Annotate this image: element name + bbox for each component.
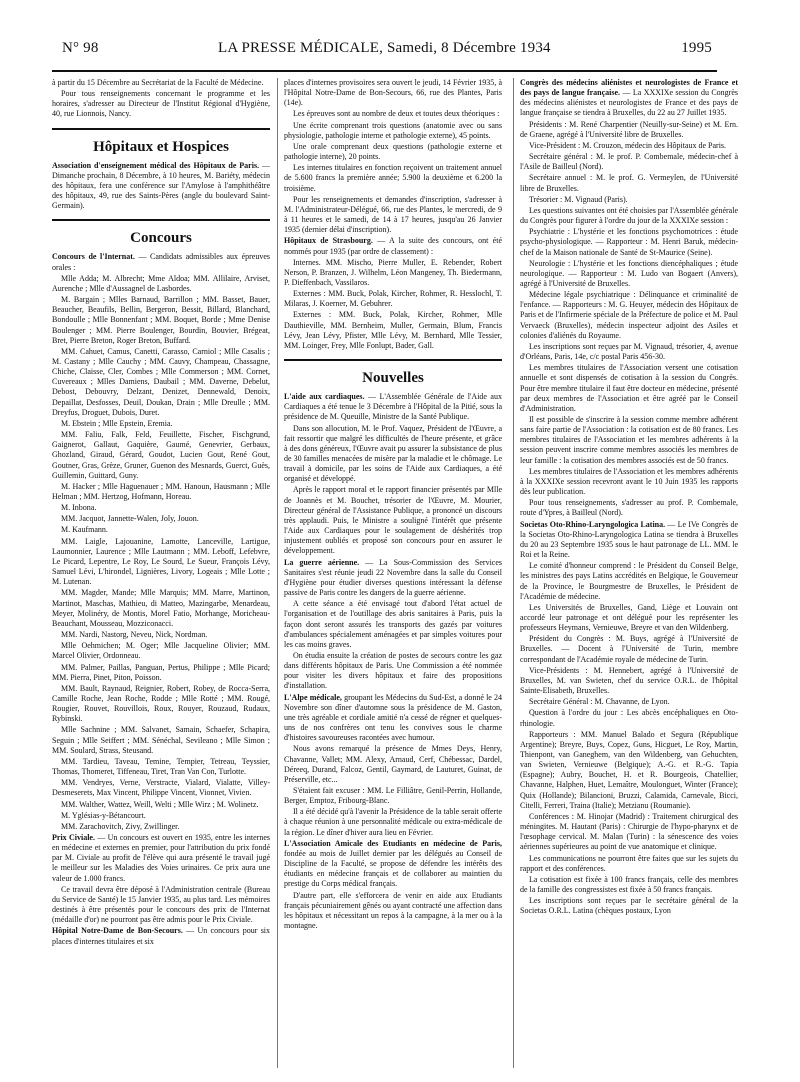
article-title: Hôpital Notre-Dame de Bon-Secours. bbox=[52, 926, 183, 936]
paragraph: Les inscriptions sont reçues par M. Vignaud, trésorier, 4, avenue d'Orléans, Paris, 14e, c/c postal Paris 456-30. bbox=[520, 341, 738, 362]
article-text: — A la suite des concours, ont été nommés pour 1935 (par ordre de classement) : bbox=[284, 236, 502, 256]
paragraph: à partir du 15 Décembre au Secrétariat de la Faculté de Médecine. bbox=[52, 78, 264, 87]
name-list: MM. Nardi, Nastorg, Neveu, Nick, Nordman. bbox=[61, 630, 208, 640]
name-list: MM. Bault, Raynaud, Reignier, Robert, Robey, de Rocca-Serra, Camille Roche, Jean Roche, Rodde ; Mlle Rotté ; MM. Rougé, Rougier, Rouvet, Rouvillois, Roux, Rouyer, Rouzaud, Rudaux, Rybinski. bbox=[52, 683, 270, 724]
article-text: — Le IVe Congrès de la Societas Oto-Rhino-Laryngologica Latina se tiendra à Bruxelles du 20 au 23 Septembre 1935 sous le haut patronage de LL. MM. le Roi et la Reine. bbox=[520, 519, 738, 560]
section-rule bbox=[52, 128, 270, 130]
paragraph: Vice-Présidents : M. Hennebert, agrégé à l'Université de Bruxelles, M. van Swieten, chef du service O.R.L. de l'hôpital Sainte-Elisabeth, Bruxelles. bbox=[520, 665, 738, 696]
paragraph: Psychiatrie : L'hystérie et les fonctions psychomotrices : étude psycho-physiologique. — Rapporteur : M. Henri Baruk, médecin-chef de la Maison nationale de Santé de St-Maurice (Seine). bbox=[520, 227, 738, 257]
paragraph: Pour tous renseignements, s'adresser au prof. P. Combemale, route d'Ypres, à Bailleul (Nord). bbox=[520, 498, 738, 518]
paragraph: A cette séance a été envisagé tout d'abord l'état actuel de l'organisation et de l'outillage des abris sanitaires à Paris, puis la façon dont seront assurés les transports des gazés par voitures d'ambulances spécialement aménagées et par simples voitures pour les cas moins graves. bbox=[284, 599, 502, 649]
column-1 bbox=[52, 78, 270, 1068]
article-title: Congrès des médecins aliénistes et neurologistes de France et des pays de langue française. bbox=[520, 78, 738, 98]
column-separator bbox=[277, 78, 278, 1068]
article-title: Prix Civiale. bbox=[52, 833, 95, 842]
paragraph: Les inscriptions sont reçues par le secrétaire général de la Societas O.R.L. Latina (chèques postaux, Lyon bbox=[520, 896, 738, 916]
paragraph: Les membres titulaires de l'Association et les membres adhérents à la XXXIXe session recevront avant le 10 Juin 1935 les rapports dès leur publication. bbox=[520, 466, 738, 497]
name-list: M. Yglésias-y-Bétancourt. bbox=[61, 810, 146, 820]
name-list: MM. Walther, Wattez, Weill, Welti ; Mlle Wirz ; M. Wolinetz. bbox=[61, 799, 259, 809]
section-heading-nouvelles: Nouvelles bbox=[362, 370, 424, 387]
article-notre-dame bbox=[52, 926, 270, 946]
paragraph: Les Universités de Bruxelles, Gand, Liège et Louvain ont accordé leur patronage et ont délégué pour les représenter les professeurs Heymans, Vernieuwe, Breyre et van den Wildenberg. bbox=[520, 602, 738, 633]
article-text: — Candidats admissibles aux épreuves orales : bbox=[52, 252, 270, 272]
name-list: Externes : MM. Buck, Polak, Kircher, Rohmer, R. Hesslochl, T. Milaras, J. Koerner, M. Gebuhrer. bbox=[284, 289, 502, 309]
name-list: MM. Magder, Mande; Mlle Marquis; MM. Marre, Martinon, Martinot, Maschas, Mathieu, di Matteo, Mazingarbe, Menardeau, Meyer, Molinéry, de Montis, Morel Fatio, Morhange, Moricheau-Beauchant, Mousseau, Mozziconacci. bbox=[52, 588, 270, 628]
article-title: La guerre aérienne. bbox=[284, 557, 360, 567]
article-text: — Dimanche prochain, 8 Décembre, à 10 heures, M. Bariéty, médecin des hôpitaux, fera une conférence sur l'Amylose à l'amphithéâtre des hôpitaux, 49, rue des Saints-Pères (angle du boulevard Saint-Germain). bbox=[52, 160, 270, 211]
name-list: MM. Faliu, Falk, Feld, Feuillette, Fischer, Fischgrund, Gaignerot, Gallaut, Gaquière, Gaumé, Genevrier, Gerbaux, Ghozland, Giraud, Gérard, Goudot, Lucien Gout, René Gout, Goutner, Gras, Grèze, Gruner, Guenon des Mesnards, Guerct, Guès, Guillemin, Guittard, Guny. bbox=[52, 430, 270, 480]
issue-number: N° 98 bbox=[62, 40, 99, 56]
name-list: MM. Cahuet, Camus, Canetti, Carasso, Carniol ; Mlle Casalis ; M. Castany ; Mlle Cauchy ; MM. Cauvy, Champeau, Chassagne, Chiche, Claisse, Cler, Combes ; Mlle Commerson ; MM. Cornet, Cuvereaux ; Mlles Damiens, Daubail ; MM. Daverne, Debelut, Debost, Debouvry, Delzant, Denizet, Dennewald, Denoix, Depaillat, Desfosses, Deuil, Doukan, Drain ; Mlle Dreulle ; MM. Dreyfus, Droguet, Dubois, Duret. bbox=[52, 346, 270, 417]
paragraph: Conférences : M. Hinojar (Madrid) : Traitement chirurgical des méningites. M. Hautant (Paris) : Chirurgie de l'hypo-pharynx et de l'œsophage cervical. M. Malan (Turin) : la sénescence des voies aériennes supérieures au point de vue anatomique et clinique. bbox=[520, 811, 738, 852]
paragraph: Présidents : M. René Charpentier (Neuilly-sur-Seine) et M. Ern. de Graene, agrégé à l'Université libre de Bruxelles. bbox=[520, 119, 738, 139]
section-heading-hopitaux: Hôpitaux et Hospices bbox=[93, 138, 229, 155]
name-list: Internes. MM. Mischo, Pierre Muller, E. Rebender, Robert Nerson, P. Branzen, J. Wilhelm, Léon Mangeney, Th. Biedermann, P. Dieffenbach, Vassilaros. bbox=[284, 257, 502, 287]
paragraph: Pour tous renseignements concernant le programme et les horaires, s'adresser au Directeur de l'Institut Régional d'Hygiène, 40, rue Lionnois, Nancy. bbox=[52, 89, 270, 119]
paragraph: Nous avons remarqué la présence de Mmes Deys, Henry, Chavanne, Vallet; MM. Alexy, Arnaud, Cerf, Chébessac, Dardel, Déreeq, Durand, Falcoz, Gentil, Gaymard, de Lauturet, Guinat, de Préserville, etc... bbox=[284, 744, 502, 784]
article-title: L'aide aux cardiaques. bbox=[284, 392, 365, 402]
paragraph: Trésorier : M. Vignaud (Paris). bbox=[529, 194, 628, 204]
paragraph: Les épreuves sont au nombre de deux et toutes deux théoriques : bbox=[293, 109, 500, 119]
article-congres-alienistes bbox=[520, 78, 738, 119]
page-number: 1995 bbox=[681, 40, 712, 56]
article-title: L'Association Amicale des Etudiants en médecine de Paris, bbox=[284, 838, 502, 848]
article-guerre-aerienne bbox=[284, 558, 502, 599]
article-text: fondée au mois de Juillet dernier par les délégués au Conseil de Discipline de la Faculté, se propose de défendre les intérêts des étudiants en médecine français et de collaborer au maintien du prestige du Corps médical français. bbox=[284, 848, 502, 889]
paragraph: Les questions suivantes ont été choisies par l'Assemblée générale du Congrès pour figurer à l'ordre du jour de la XXXIXe session : bbox=[520, 205, 738, 226]
paragraph: Médecine légale psychiatrique : Délinquance et criminalité de l'enfance. — Rapporteurs : M. G. Heuyer, médecin des Hôpitaux de Paris et de l'Infirmerie spéciale de la Préfecture de police et M. Paul Vervaeck (Bruxelles), médecin inspecteur adjoint des Asiles et colonies d'aliénés du Royaume. bbox=[520, 290, 738, 340]
name-list: MM. Tardieu, Taveau, Temine, Tempier, Tetreau, Teyssier, Thomas, Thomeret, Tiffeneau, Tiret, Tran Van Con, Turlotte. bbox=[52, 756, 270, 777]
paragraph: Neurologie : L'hystérie et les fonctions diencéphaliques ; étude neurologique. — Rapporteur : M. Ludo van Bogaert (Anvers), agrégé à l'Université de Bruxelles. bbox=[520, 258, 738, 288]
masthead-rule bbox=[52, 70, 717, 72]
article-text: — Un concours pour six places d'internes titulaires et six bbox=[52, 926, 270, 946]
paragraph: S'étaient fait excuser : MM. Le Filliâtre, Genil-Perrin, Hollande, Berger, Emptoz, Fribourg-Blanc. bbox=[284, 786, 502, 806]
paragraph: Secrétaire annuel : M. le prof. G. Vermeylen, de l'Université libre de Bruxelles. bbox=[520, 173, 738, 193]
paragraph: places d'internes provisoires sera ouvert le jeudi, 14 Février 1935, à l'Hôpital Notre-Dame de Bon-Secours, 66, rue des Plantes, Paris (14e). bbox=[284, 78, 502, 108]
section-rule bbox=[284, 359, 502, 361]
paragraph: Pour les renseignements et demandes d'inscription, s'adresser à M. l'Administrateur-Délégué, 66, rue des Plantes, le mercredi, de 9 à 11 heures et le samedi, de 14 à 17 heures, jusqu'au 26 Janvier 1935 (dernier délai d'inscription). bbox=[284, 194, 502, 235]
paragraph: D'autre part, elle s'efforcera de venir en aide aux Etudiants français pécuniairement gênés ou ayant contracté une affection dans les hôpitaux et nécessitant un repos à la campagne, à la mer ou à la montagne. bbox=[284, 890, 502, 931]
name-list: Externes : MM. Buck, Polak, Kircher, Rohmer, Mlle Dauthieville, MM. Bernheim, Muller, Germain, Blum, Francis Lévy, Jean Lévy, Pfister, Mlle Lévy, M. Bernhard, Mlle Tessier, MM. Loinger, Frey, Mlle Fonlupt, Bader, Gall. bbox=[284, 310, 502, 350]
name-list: MM. Vendryes, Verne, Verstracte, Vialard, Vialatte, Villey-Desmeserets, Max Vincent, Philippe Vincent, Vionnet, Vivien. bbox=[52, 778, 270, 798]
column-3 bbox=[520, 78, 738, 1068]
paragraph: Les membres titulaires de l'Association versent une cotisation annuelle et sont dispensés de cotisation à la session du Congrès. Pour être membre titulaire il faut être docteur en médecine, présenté par deux membres de l'Association et être agréé par le Conseil d'Administration. bbox=[520, 363, 738, 413]
paragraph: Rapporteurs : MM. Manuel Balado et Segura (République Argentine); Breyre, Buys, Copez, Guns, Hicguet, Le Roy, Martin, Thienpont, van Ganeghem, van den Wildenberg, van Gehuchten, van Swieten, Vernieuwe (Belgique); A.-G. et R.-G. Tapia (Espagne); Aubry, Bouchet, H. et R. Bourgeois, Chatellier, Chavanne, Halphen, Huet, Lemaître, Moulonguet, Winter (France); Quix (Hollande); Bilancioni, Bruzzi, Calamida, Carnevale, Bicci, Citelli, Ferreri, Traina (Italie); Metzianu (Roumanie). bbox=[520, 729, 738, 810]
running-head: LA PRESSE MÉDICALE, Samedi, 8 Décembre 1934 bbox=[218, 40, 551, 56]
paragraph: Après le rapport moral et le rapport financier présentés par Mlle de Joannès et M. Bouchet, trésorier de l'Œuvre, M. Mourier, Directeur général de l'Assistance Publique, a prononcé un discours très applaudi. Puis, le Ministre a souligné l'intérêt que présente l'Aide aux Cardiaques pour le soulagement de déshérités trop injustement oubliés et proposé son concours pour en assurer le développement. bbox=[284, 485, 502, 556]
name-list: MM. Zarachovitch, Zivy, Zwillinger. bbox=[61, 821, 180, 831]
article-prix-civiale bbox=[52, 833, 270, 884]
article-title: Societas Oto-Rhino-Laryngologica Latina. bbox=[520, 519, 666, 529]
paragraph: Il est possible de s'inscrire à la session comme membre adhérent sans faire partie de l'Association : la cotisation est de 80 francs. Les membres titulaires de l'Association et les membres adhérents à la session peuvent inscrire comme membres associés les membres de leur famille : la cotisation des membres associés est de 50 francs. bbox=[520, 415, 738, 465]
section-heading-concours: Concours bbox=[130, 230, 192, 247]
paragraph: Une écrite comprenant trois questions (anatomie avec ou sans physiologie, pathologie interne et pathologie externe), 45 points. bbox=[284, 120, 502, 140]
article-text: — L'Assemblée Générale de l'Aide aux Cardiaques a été tenue le 3 Décembre à l'Hôpital de la Pitié, sous la présidence de M. Queuille, Ministre de la Santé Publique. bbox=[284, 392, 502, 422]
column-separator bbox=[513, 78, 514, 1068]
name-list: Mlle Sachnine ; MM. Salvanet, Samain, Schaefer, Schapira, Seguin ; Mlle Seiffert ; MM. Sénéchal, Sevileano ; Mlle Simon ; MM. Soulard, Strass, Steusand. bbox=[52, 725, 270, 755]
article-text: — Un concours est ouvert en 1935, entre les internes en médecine et externes en premier, pour l'attribution du prix fondé par M. Civiale au profit de l'élève qui aura présenté le travail jugé le meilleur sur les Maladies des Voies urinaires. Ce prix aura une valeur de 1.000 francs. bbox=[52, 833, 270, 883]
name-list: MM. Laigle, Lajouanine, Lamotte, Lanceville, Lartigue, Laumonnier, Laurence ; Mlle Lautmann ; MM. Leboff, Lefebvre, Le Picard, Lepentre, Le Roy, Le Sourd, Le Sueur, François Lévy, Samuel Lévi, L'hirondel, Lignières, Livory, Logeais ; Mlle Lotte ; M. Lutenan. bbox=[52, 536, 270, 587]
name-list: MM. Palmer, Paillas, Panguan, Pertus, Philippe ; Mlle Picard; MM. Pierra, Pinet, Piton, Poisson. bbox=[52, 662, 270, 682]
paragraph: On étudia ensuite la création de postes de secours contre les gaz dans différents hôpitaux de Paris. Une Commission a été nommée pour visiter les divers hôpitaux et faire des propositions d'installation. bbox=[284, 650, 502, 691]
name-list: M. Ebstein ; Mlle Epstein, Eremia. bbox=[61, 418, 173, 428]
name-list: Mlle Oehmichen; M. Oger; Mlle Jacqueline Olivier; MM. Marcel Olivier, Ordonneau. bbox=[52, 641, 270, 661]
article-strasbourg bbox=[284, 236, 502, 256]
name-list: M. Hacker ; Mlle Haguenauer ; MM. Hanoun, Hausmann ; Mlle Helman ; MM. Hertzog, Hofmann, Horeau. bbox=[52, 481, 270, 501]
paragraph: Ce travail devra être déposé à l'Administration centrale (Bureau du Service de Santé) le 15 Janvier 1935, au plus tard. Les mémoires destinés à être présentés pour le concours des prix de l'Internat (médaille d'or) ne pourront pas être admis pour le Prix Civiale. bbox=[52, 884, 270, 925]
article-title: L'Alpe médicale, bbox=[284, 692, 342, 702]
article-text: — La XXXIXe session du Congrès des médecins aliénistes et neurologistes de France et des pays de langue française se tiendra à Bruxelles, du 22 au 27 Juillet 1935. bbox=[520, 88, 738, 118]
article-title: Concours de l'Internat. bbox=[52, 252, 135, 262]
article-internat bbox=[52, 252, 270, 272]
section-rule bbox=[52, 219, 270, 221]
article-text: — La Sous-Commission des Services Sanitaires s'est réunie jeudi 22 Novembre dans la salle du Conseil d'Hygiène pour étudier diverses questions intéressant la défense passive de Paris contre les dangers de la guerre aérienne. bbox=[284, 557, 502, 598]
article-alpe-medicale bbox=[284, 693, 502, 744]
name-list: Mlle Adda; M. Albrecht; Mme Aldoa; MM. Allilaire, Arviset, Aurenche ; Mlle d'Aussagnel de Lasbordes. bbox=[52, 273, 270, 293]
name-list: M. Bargain ; Mlles Barnaud, Barrillon ; MM. Basset, Bauer, Beaucher, Beaufils, Bellin, Bergeron, Bessit, Billard, Blanchard, Bondoulle ; Mlle Bonnenfant ; MM. Boquet, Borde ; Mme Denise Boulenger ; MM. Pierre Boulenger, Bourdin, Bouvier, Brégeat, Bret, Pierre Breton, Roger Breton, Buffard. bbox=[52, 295, 270, 345]
masthead bbox=[52, 40, 712, 66]
name-list: M. Inbona. bbox=[61, 503, 97, 513]
name-list: MM. Jacquot, Jannette-Walen, Joly, Jouon. bbox=[61, 514, 199, 524]
paragraph: Secrétaire Général : M. Chavanne, de Lyon. bbox=[529, 697, 670, 707]
paragraph: Vice-Président : M. Crouzon, médecin des Hôpitaux de Paris. bbox=[529, 140, 727, 150]
paragraph: Président du Congrès : M. Buys, agrégé à l'Université de Bruxelles. — Docent à l'Université de Turin, membre correspondant de l'Académie royale de médecine de Turin. bbox=[520, 634, 738, 664]
paragraph: Les internes titulaires en fonction reçoivent un traitement annuel de 5.600 francs la première année; 5.900 la deuxième et 6.200 la troisième. bbox=[284, 163, 502, 193]
paragraph: Il a été décidé qu'à l'avenir la Présidence de la table serait offerte à chaque réunion à une personnalité médicale ou extra-médicale de la région. Le dîner d'hiver aura lieu en Février. bbox=[284, 807, 502, 837]
article-title: Association d'enseignement médical des Hôpitaux de Paris. bbox=[52, 160, 260, 170]
paragraph: La cotisation est fixée à 100 francs français, celle des membres de la famille des congressistes est fixée à 50 francs français. bbox=[520, 874, 738, 895]
name-list: M. Kaufmann. bbox=[61, 525, 108, 535]
article-title: Hôpitaux de Strasbourg. bbox=[284, 236, 373, 246]
paragraph: Question à l'ordre du jour : Les abcès encéphaliques en Oto-rhinologie. bbox=[520, 708, 738, 728]
paragraph: Dans son allocution, M. le Prof. Vaquez, Président de l'Œuvre, a fait ressortir que malgré les difficultés de l'heure présente, et grâce à des dons généreux, l'Œuvre avait pu assurer la subsistance de plus de 30 familles menacées de misère par la maladie et le chômage. Le travail à domicile, par les soins de l'Aide aux Cardiaques, a été organisé et développé. bbox=[284, 423, 502, 484]
paragraph: Les communications ne pourront être faites que sur les sujets du rapport et des conférences. bbox=[520, 853, 738, 873]
column-2 bbox=[284, 78, 502, 1068]
paragraph: Le comité d'honneur comprend : le Président du Conseil Belge, les ministres des pays Latins accrédités en Belgique, le Gouverneur de la Province, le Bourgmestre de Bruxelles, le Président de l'Académie de médecine. bbox=[520, 561, 738, 601]
article-text: groupant les Médecins du Sud-Est, a donné le 24 Novembre son dîner d'automne sous la présidence de M. Gaston, une très agréable et cordiale amitié n'a cessé de régner et quelques-uns de nos confrères ont tenu les convives sous le charme d'histoires savoureuses racontées avec humour. bbox=[284, 692, 502, 743]
article-societas-orl bbox=[520, 520, 738, 561]
paragraph: Secrétaire général : M. le prof. P. Combemale, médecin-chef à l'Asile de Bailleul (Nord). bbox=[520, 152, 738, 172]
article-aide-cardiaques bbox=[284, 392, 502, 422]
article-association-amicale bbox=[284, 839, 502, 890]
article-assoc-enseignement bbox=[52, 161, 270, 212]
paragraph: Une orale comprenant deux questions (pathologie externe et pathologie interne), 20 points. bbox=[284, 141, 502, 162]
